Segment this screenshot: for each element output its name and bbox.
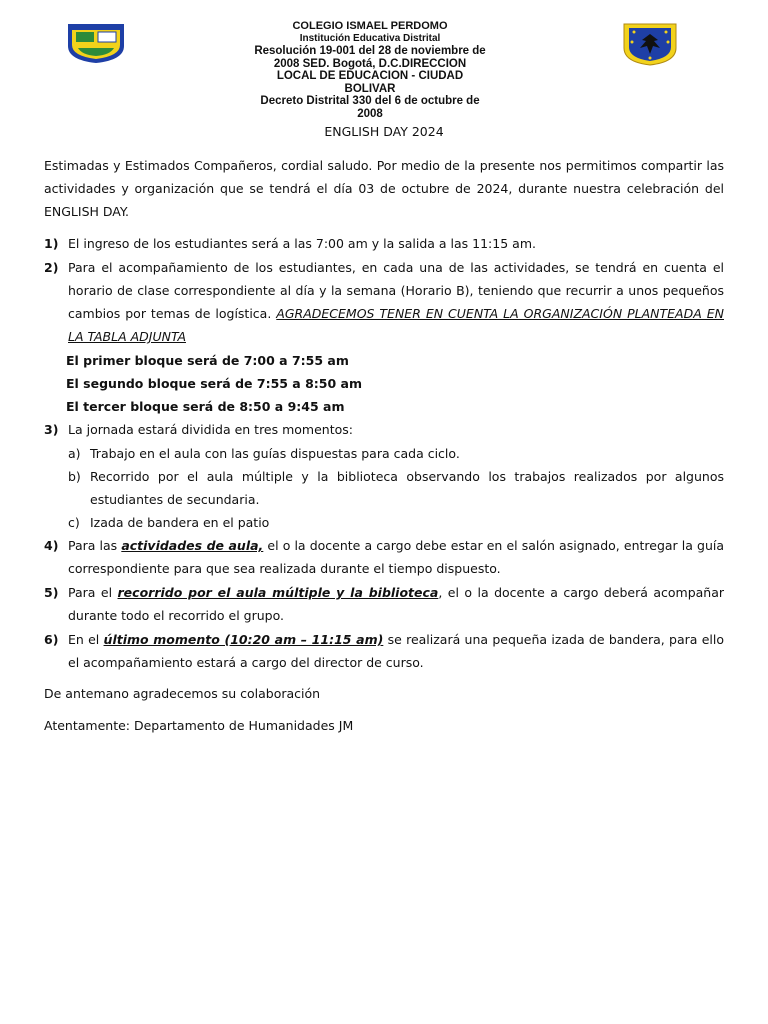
institution-type: Institución Educativa Distrital xyxy=(299,32,441,44)
sub-item-c xyxy=(44,511,724,534)
school-name: COLEGIO ISMAEL PERDOMO xyxy=(292,20,448,32)
item-1 xyxy=(44,232,724,255)
item-text-pre: Para el xyxy=(68,585,118,600)
item-text-pre: Para las xyxy=(68,538,122,553)
schedule-block-1: El primer bloque será de 7:00 a 7:55 am xyxy=(66,353,349,368)
decree-line-1: Decreto Distrital 330 del 6 de octubre de xyxy=(260,95,480,107)
item-5 xyxy=(44,581,724,627)
item-number: 4) xyxy=(44,538,59,553)
item-number: 3) xyxy=(44,422,59,437)
resolution-line-4: BOLIVAR xyxy=(344,82,396,95)
item-3 xyxy=(44,418,724,441)
letterhead xyxy=(0,18,768,120)
letter-body xyxy=(44,124,724,737)
closing-line: De antemano agradecemos su colaboración xyxy=(44,686,321,701)
sub-item-letter: b) xyxy=(68,469,81,484)
resolution-line-1: Resolución 19-001 del 28 de noviembre de xyxy=(254,45,486,57)
sub-item-text: Trabajo en el aula con las guías dispuestas para cada ciclo. xyxy=(90,446,460,461)
sub-item-letter: c) xyxy=(68,515,80,530)
item-number: 1) xyxy=(44,236,59,251)
resolution-line-3: LOCAL DE EDUCACION - CIUDAD xyxy=(276,70,464,82)
schedule-block-3: El tercer bloque será de 8:50 a 9:45 am xyxy=(66,399,345,414)
intro-paragraph: Estimadas y Estimados Compañeros, cordial saludo. Por medio de la presente nos permitimos compartir las actividades y organización que se tendrá el día 03 de octubre de 2024, durante nuestra celebración del ENGLISH DAY. xyxy=(44,158,724,219)
resolution-line-2: 2008 SED. Bogotá, D.C.DIRECCION xyxy=(273,57,467,70)
document-title: ENGLISH DAY 2024 xyxy=(324,124,444,139)
school-shield-logo xyxy=(64,22,128,64)
sub-item-text: Recorrido por el aula múltiple y la biblioteca observando los trabajos realizados por algunos estudiantes de secundaria. xyxy=(90,469,724,507)
item-text-post: se realizará una pequeña izada de bandera, para ello el acompañamiento estará a cargo del director de curso. xyxy=(68,632,724,670)
item-number: 6) xyxy=(44,632,59,647)
item-number: 5) xyxy=(44,585,59,600)
item-text-post: , el o la docente a cargo deberá acompañar durante todo el recorrido el grupo. xyxy=(68,585,725,623)
item-text-pre: En el xyxy=(68,632,104,647)
letterhead-text xyxy=(200,20,540,120)
sub-item-letter: a) xyxy=(68,446,81,461)
item-text: El ingreso de los estudiantes será a las 7:00 am y la salida a las 11:15 am. xyxy=(68,236,536,251)
item-emphasis: último momento (10:20 am – 11:15 am) xyxy=(103,632,384,647)
sub-item-text: Izada de bandera en el patio xyxy=(90,515,270,530)
item-text: Para el acompañamiento de los estudiantes, en cada una de las actividades, se tendrá en cuenta el horario de clase correspondiente al día y la semana (Horario B), teniendo que recurrir a unos pequeños cambios por temas de logística. xyxy=(68,260,724,321)
item-number: 2) xyxy=(44,260,59,275)
item-6 xyxy=(44,628,724,674)
item-4 xyxy=(44,534,724,580)
item-2 xyxy=(44,256,724,348)
sub-item-b xyxy=(44,465,724,511)
item-emphasis: actividades de aula, xyxy=(121,538,264,553)
schedule-block-2: El segundo bloque será de 7:55 a 8:50 am xyxy=(66,376,363,391)
item-text-post: el o la docente a cargo debe estar en el salón asignado, entregar la guía correspondiente para que sea realizada durante el tiempo dispuesto. xyxy=(68,538,725,576)
item-emphasis: recorrido por el aula múltiple y la biblioteca xyxy=(117,585,439,600)
signature-line: Atentamente: Departamento de Humanidades JM xyxy=(44,718,354,733)
bogota-coat-of-arms-logo xyxy=(620,22,680,66)
sub-item-a xyxy=(44,442,724,465)
item-emphasis: AGRADECEMOS TENER EN CUENTA LA ORGANIZACIÓN PLANTEADA EN LA TABLA ADJUNTA xyxy=(68,306,724,344)
decree-line-2: 2008 xyxy=(357,107,383,120)
item-text: La jornada estará dividida en tres momentos: xyxy=(68,422,353,437)
